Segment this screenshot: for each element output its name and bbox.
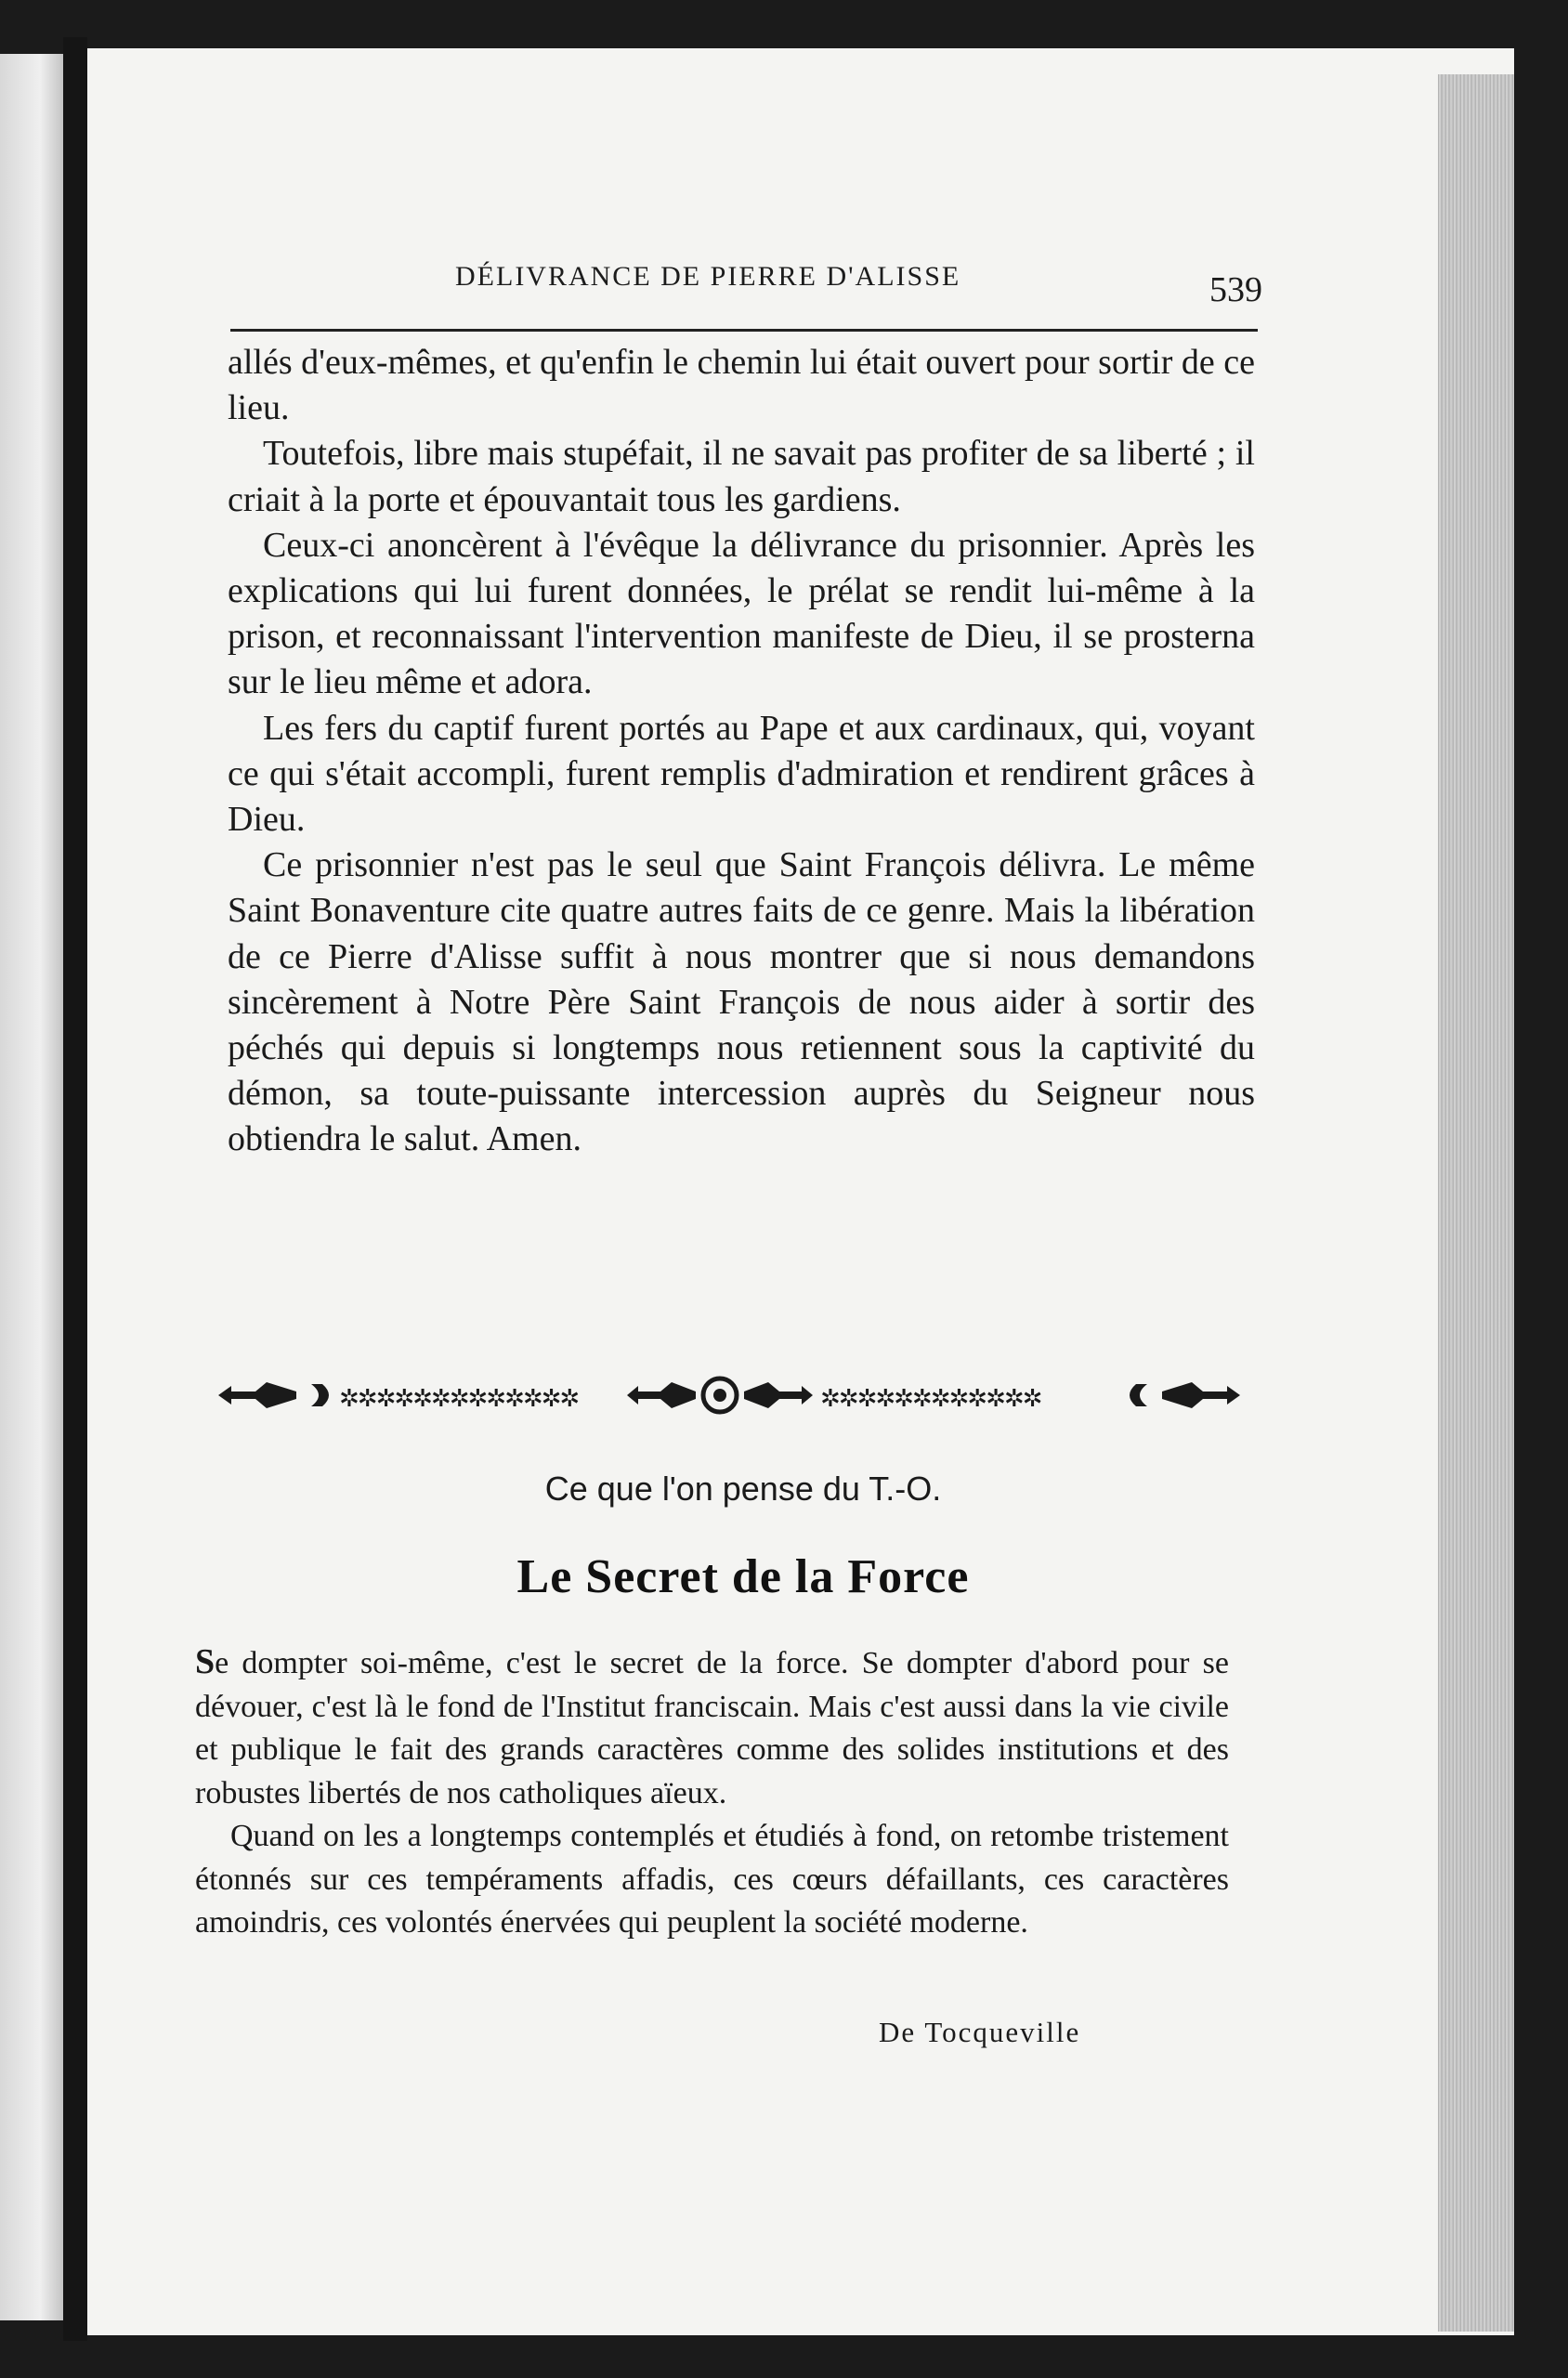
facing-page-edge bbox=[0, 54, 67, 2320]
divider-right-stars: ✲✲✲✲✲✲✲✲✲✲✲✲ bbox=[820, 1385, 1041, 1413]
divider-center-right-arrow bbox=[744, 1382, 813, 1408]
divider-left-arrow bbox=[218, 1382, 296, 1408]
quote-paragraph-2: Quand on les a longtemps contemplés et étudiés à fond, on retombe tristement étonnés sur ces tempéraments affadis, ces cœurs défaillants, ces caractères amoindris, ces volontés énervées qui peuplent la société moderne. bbox=[195, 1819, 1229, 1940]
paragraph-3: Ceux-ci anoncèrent à l'évêque la délivrance du prisonnier. Après les explications qui lui furent données, le prélat se rendit lui-même à la prison, et reconnaissant l'intervention manifeste de Dieu, il se prosterna sur le lieu même et adora. bbox=[228, 525, 1255, 702]
divider-right-fleuron bbox=[1130, 1384, 1147, 1406]
drop-cap: S bbox=[195, 1642, 216, 1681]
quote-text bbox=[195, 1640, 1229, 1945]
divider-center-left-arrow bbox=[627, 1382, 696, 1408]
divider-left-stars: ✲✲✲✲✲✲✲✲✲✲✲✲✲ bbox=[339, 1385, 579, 1413]
divider-left-fleuron bbox=[311, 1384, 329, 1406]
paragraph-2: Toutefois, libre mais stupéfait, il ne savait pas profiter de sa liberté ; il criait à la porte et épouvantait tous les gardiens. bbox=[228, 434, 1255, 519]
book-gutter bbox=[63, 37, 87, 2341]
decorative-divider bbox=[218, 1369, 1240, 1421]
paragraph-1: allés d'eux-mêmes, et qu'enfin le chemin lui était ouvert pour sortir de ce lieu. bbox=[228, 343, 1255, 428]
page-stack-edges bbox=[1438, 74, 1514, 2332]
paragraph-4: Les fers du captif furent portés au Pape et aux cardinaux, qui, voyant ce qui s'était accompli, furent remplis d'admiration et rendirent grâces à Dieu. bbox=[228, 708, 1255, 840]
page-number: 539 bbox=[1209, 270, 1262, 309]
section-heading: Le Secret de la Force bbox=[516, 1550, 970, 1603]
divider-right-arrow bbox=[1162, 1382, 1240, 1408]
quote-paragraph-1-text: e dompter soi-même, c'est le secret de la force. Se dompter d'abord pour se dévouer, c'est là le fond de l'Institut franciscain. Mais c'est aussi dans la vie civile et publique le fait des grands caractères comme des solides institutions et des robustes libertés de nos catholiques aïeux. bbox=[195, 1646, 1229, 1810]
quote-paragraph-1 bbox=[195, 1640, 1229, 1815]
paragraph-5: Ce prisonnier n'est pas le seul que Saint François délivra. Le même Saint Bonaventure cite quatre autres faits de ce genre. Mais la libération de ce Pierre d'Alisse suffit à nous montrer que si nous demandons sincèrement à Notre Père Saint François de nous aider à sortir des péchés qui depuis si longtemps nous retiennent sous la captivité du démon, sa toute-puissante intercession auprès du Seigneur nous obtiendra le salut. Amen. bbox=[228, 845, 1255, 1159]
running-title: DÉLIVRANCE DE PIERRE D'ALISSE bbox=[455, 261, 961, 292]
header-rule bbox=[230, 329, 1258, 332]
section-label: Ce que l'on pense du T.-O. bbox=[544, 1470, 942, 1508]
quote-signature: De Tocqueville bbox=[879, 2016, 1081, 2048]
body-text bbox=[228, 340, 1255, 1163]
